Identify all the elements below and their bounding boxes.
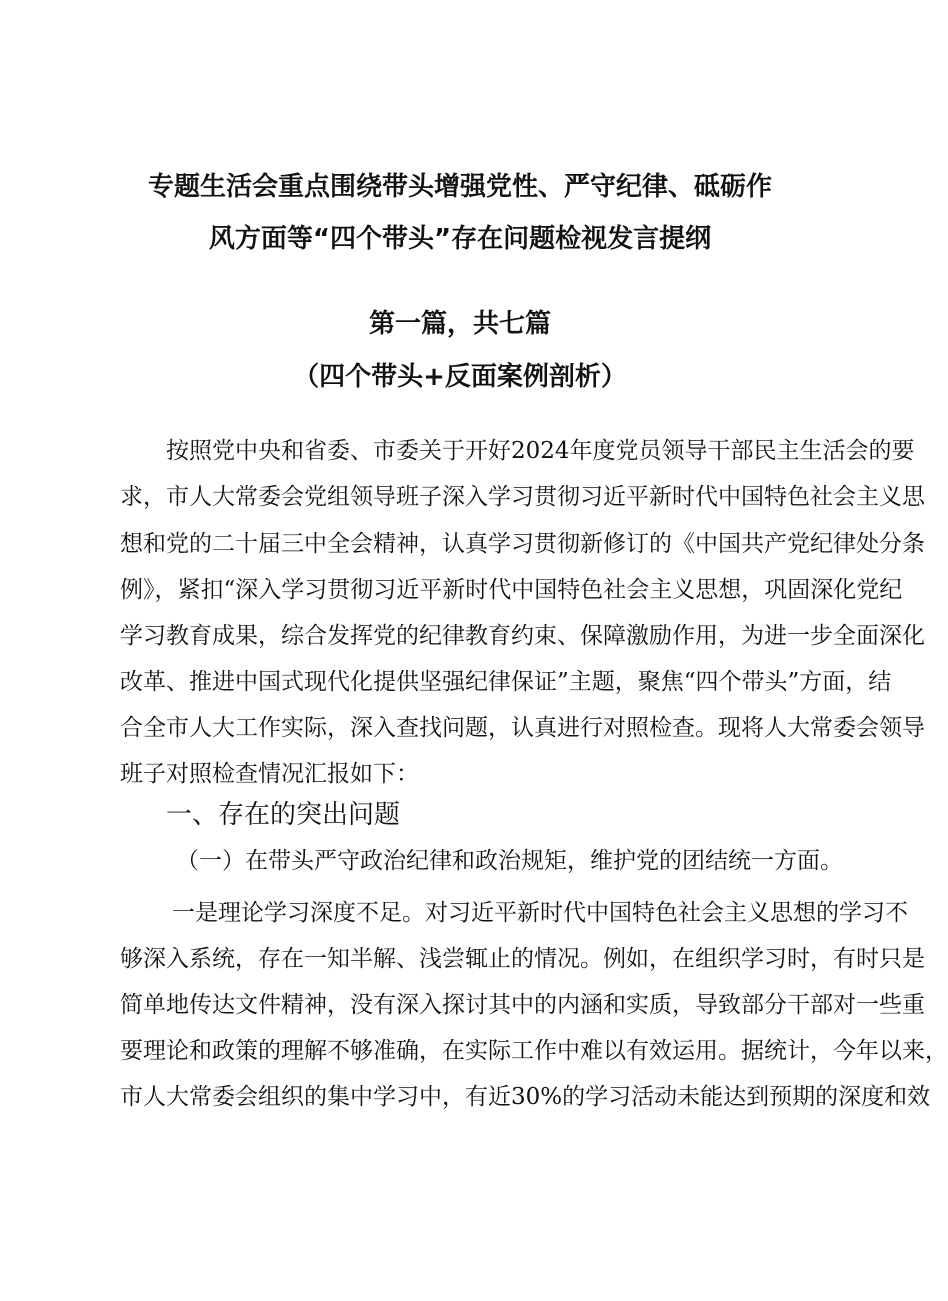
subtitle-line-2: （四个带头+反面案例剖析） [293, 362, 627, 392]
para-line: 要理论和政策的理解不够准确，在实际工作中难以有效运用。据统计，今年以来， [120, 1038, 948, 1064]
subtitle-line-1: 第一篇，共七篇 [368, 309, 551, 339]
intro-line: 按照党中央和省委、市委关于开好2024年度党员领导干部民主生活会的要 [166, 438, 915, 464]
para-line: 市人大常委会组织的集中学习中，有近30%的学习活动未能达到预期的深度和效 [120, 1084, 931, 1110]
section-heading: 一、存在的突出问题 [166, 800, 401, 830]
title-line-2: 风方面等“四个带头”存在问题检视发言提纲 [208, 224, 712, 254]
intro-line: 学习教育成果，综合发挥党的纪律教育约束、保障激励作用，为进一步全面深化 [120, 623, 925, 649]
intro-line: 想和党的二十届三中全会精神，认真学习贯彻新修订的《中国共产党纪律处分条 [120, 531, 925, 557]
para-line: 一是理论学习深度不足。对习近平新时代中国特色社会主义思想的学习不 [172, 900, 908, 926]
intro-line: 例》，紧扣“深入学习贯彻习近平新时代中国特色社会主义思想，巩固深化党纪 [120, 577, 903, 603]
title-line-1: 专题生活会重点围绕带头增强党性、严守纪律、砥砺作 [147, 172, 772, 202]
para-line: 够深入系统，存在一知半解、浅尝辄止的情况。例如，在组织学习时，有时只是 [120, 946, 925, 972]
para-line: 简单地传达文件精神，没有深入探讨其中的内涵和实质，导致部分干部对一些重 [120, 992, 925, 1018]
intro-line: 合全市人大工作实际，深入查找问题，认真进行对照检查。现将人大常委会领导 [120, 715, 925, 741]
intro-line: 求，市人大常委会党组领导班子深入学习贯彻习近平新时代中国特色社会主义思 [120, 484, 925, 510]
intro-line: 改革、推进中国式现代化提供坚强纪律保证”主题，聚焦“四个带头”方面，结 [120, 669, 892, 695]
sub-heading: （一）在带头严守政治纪律和政治规矩，维护党的团结统一方面。 [176, 848, 843, 874]
intro-line: 班子对照检查情况汇报如下： [120, 761, 419, 787]
